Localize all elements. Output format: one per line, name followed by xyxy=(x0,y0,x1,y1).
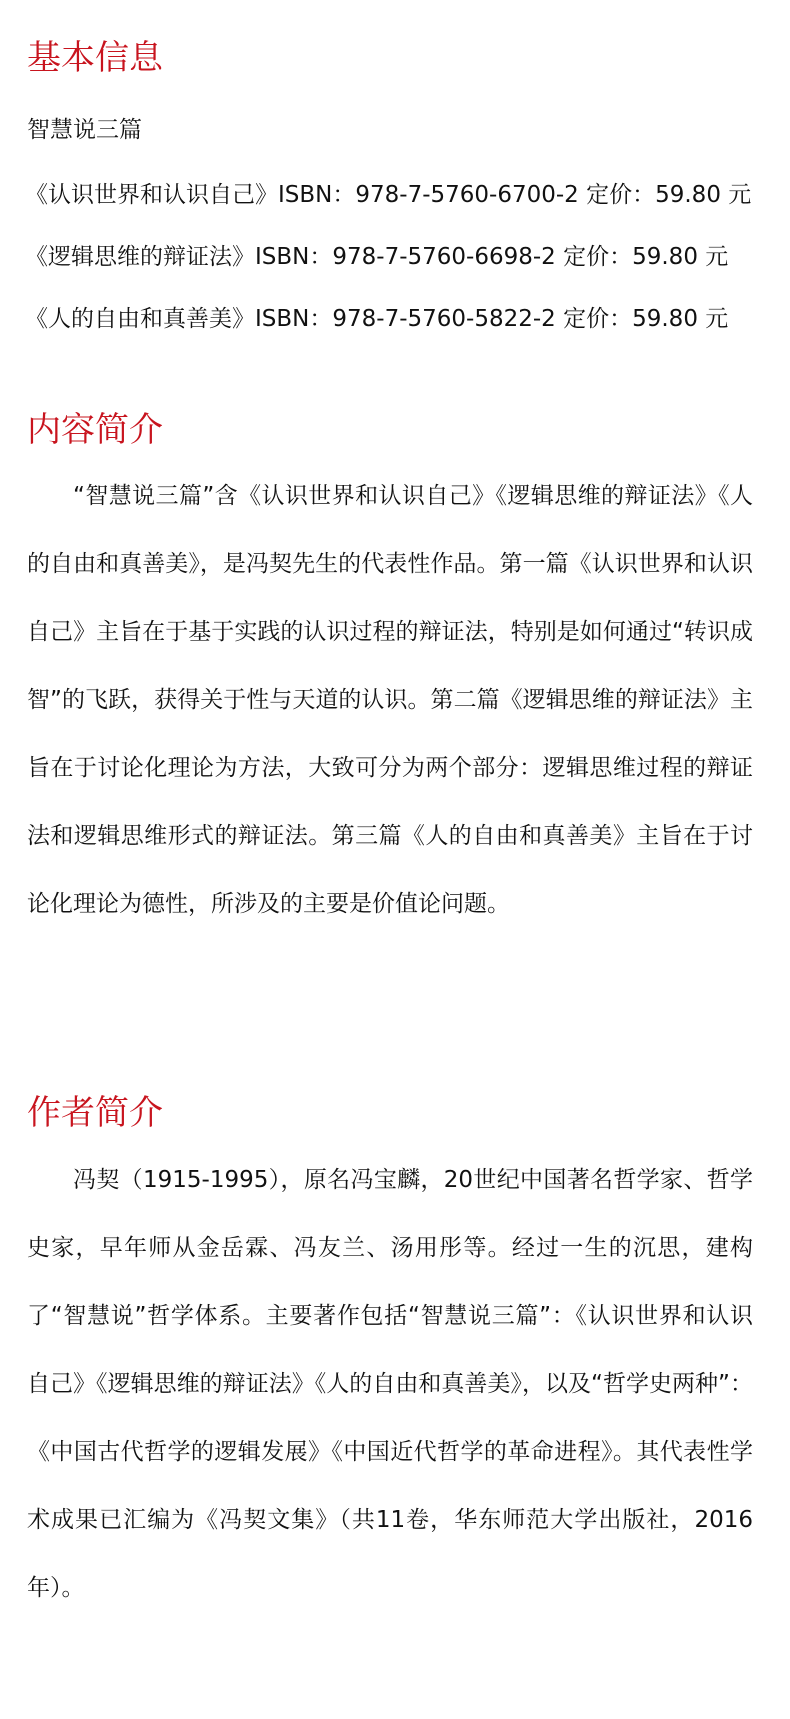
content-intro-paragraph: “智慧说三篇”含《认识世界和认识自己》《逻辑思维的辩证法》《人的自由和真善美》，是冯契先生的代表性作品。第一篇《认识世界和认识自己》主旨在于基于实践的认识过程的辩证法，特别是如何通过“转识成智”的飞跃，获得关于性与天道的认识。第二篇《逻辑思维的辩证法》主旨在于讨论化理论为方法，大致可分为两个部分：逻辑思维过程的辩证法和逻辑思维形式的辩证法。第三篇《人的自由和真善美》主旨在于讨论化理论为德性，所涉及的主要是价值论问题。 xyxy=(27,483,753,917)
book-entry: 《逻辑思维的辩证法》ISBN：978-7-5760-6698-2 定价：59.80 元 xyxy=(25,244,729,270)
basic-info-heading: 基本信息 xyxy=(27,38,163,78)
author-intro-paragraph: 冯契（1915-1995），原名冯宝麟，20世纪中国著名哲学家、哲学史家，早年师从金岳霖、冯友兰、汤用彤等。经过一生的沉思，建构了“智慧说”哲学体系。主要著作包括“智慧说三篇”：《认识世界和认识自己》《逻辑思维的辩证法》《人的自由和真善美》，以及“哲学史两种”：《中国古代哲学的逻辑发展》《中国近代哲学的革命进程》。其代表性学术成果已汇编为《冯契文集》（共11卷，华东师范大学出版社，2016年）。 xyxy=(27,1167,753,1601)
content-intro-heading: 内容简介 xyxy=(27,410,163,450)
book-entry: 《认识世界和认识自己》ISBN：978-7-5760-6700-2 定价：59.80 元 xyxy=(25,182,752,208)
series-title: 智慧说三篇 xyxy=(27,117,142,143)
book-entry: 《人的自由和真善美》ISBN：978-7-5760-5822-2 定价：59.80 元 xyxy=(25,306,729,332)
author-intro-heading: 作者简介 xyxy=(27,1093,163,1133)
